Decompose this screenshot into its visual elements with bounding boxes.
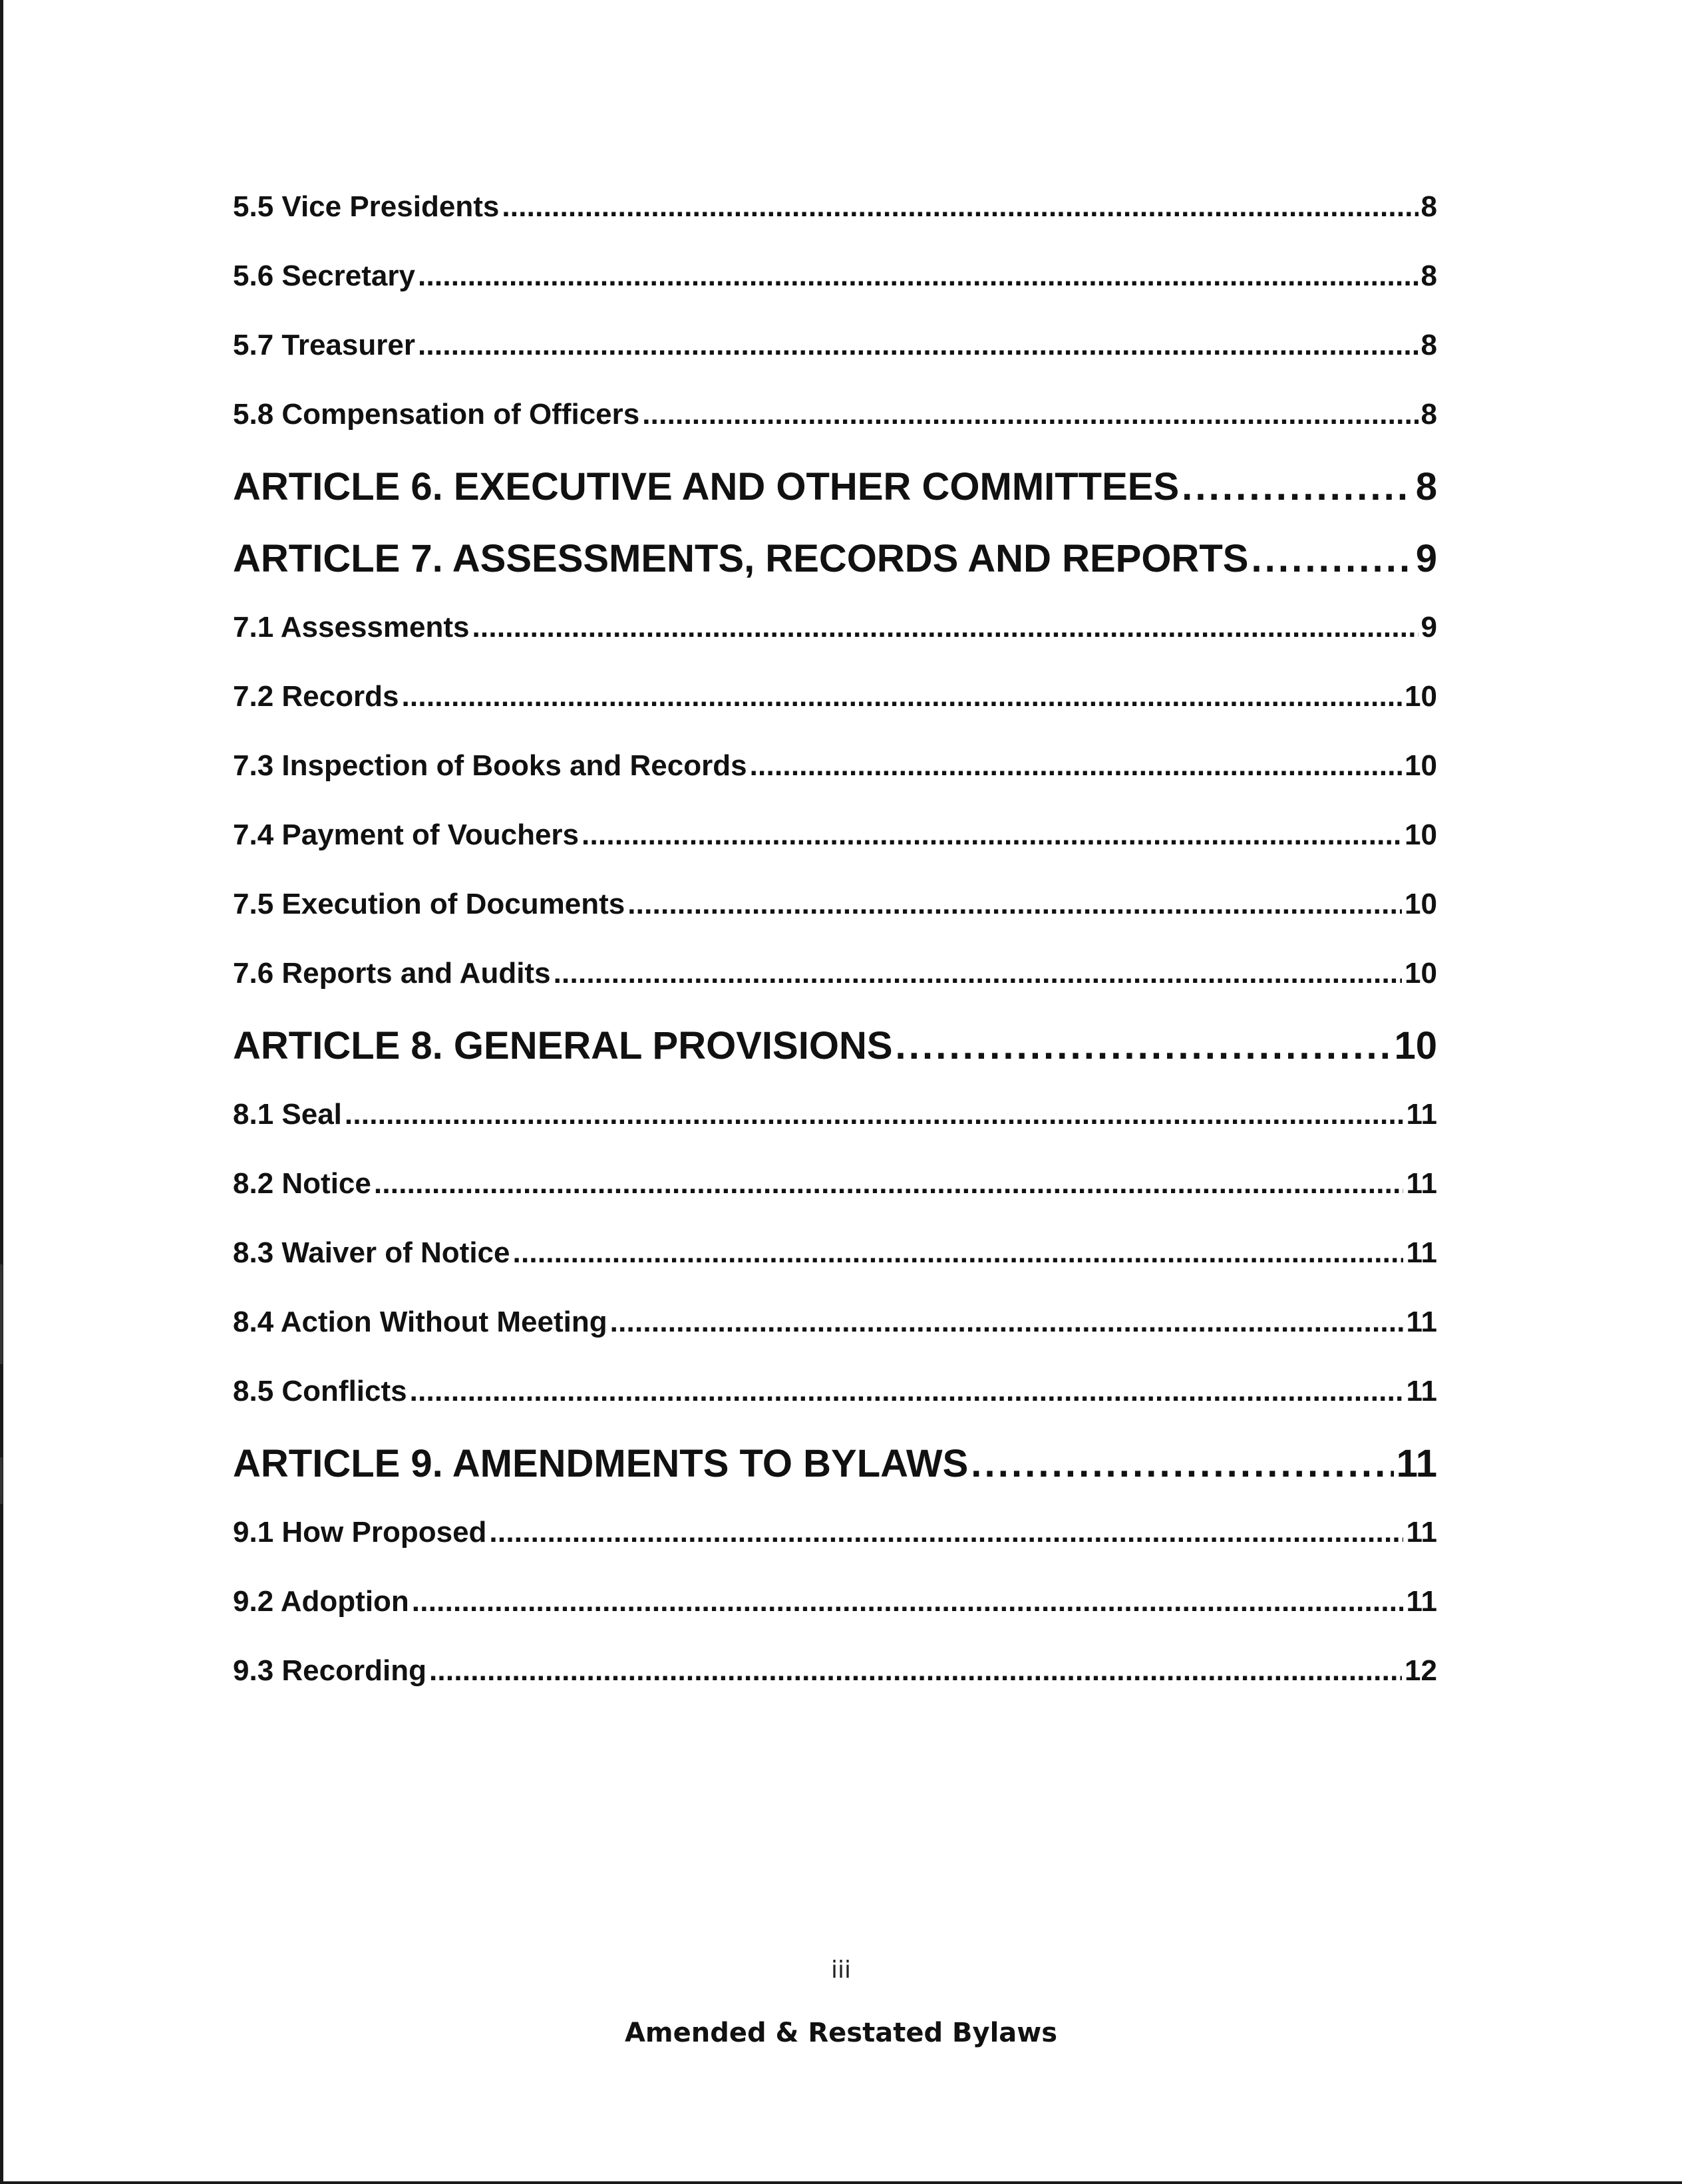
toc-entry-page: 10 xyxy=(1405,957,1437,990)
toc-entry xyxy=(233,1644,1437,1713)
toc-article-entry xyxy=(233,528,1437,600)
toc-article-title: ARTICLE 8. GENERAL PROVISIONS xyxy=(233,1024,893,1067)
toc-entry-page: 8 xyxy=(1421,260,1437,292)
scan-edge-bottom xyxy=(0,2181,1682,2184)
toc-article-title: ARTICLE 9. AMENDMENTS TO BYLAWS xyxy=(233,1442,969,1485)
toc-entry-title: 5.8 Compensation of Officers xyxy=(233,398,640,431)
toc-dot-leader xyxy=(472,611,1418,644)
toc-entry-page: 11 xyxy=(1406,1306,1437,1338)
toc-entry-title: 7.1 Assessments xyxy=(233,611,470,643)
toc-entry-page: 11 xyxy=(1406,1375,1437,1407)
toc-article-page: 8 xyxy=(1415,465,1437,508)
toc-entry-page: 10 xyxy=(1405,749,1437,782)
toc-dot-leader xyxy=(412,1585,1404,1618)
toc-entry-title: 9.2 Adoption xyxy=(233,1585,409,1618)
toc-dot-leader xyxy=(750,749,1402,783)
toc-article-page: 9 xyxy=(1415,537,1437,580)
toc-entry xyxy=(233,1157,1437,1226)
toc-dot-leader xyxy=(642,398,1418,431)
toc-article-page: 10 xyxy=(1394,1024,1437,1067)
toc-entry-title: 8.5 Conflicts xyxy=(233,1375,407,1407)
scan-mark xyxy=(0,1457,3,1504)
toc-entry-page: 10 xyxy=(1405,819,1437,851)
toc-entry-page: 10 xyxy=(1405,680,1437,713)
toc-entry xyxy=(233,249,1437,318)
toc-entry-title: 9.1 How Proposed xyxy=(233,1516,487,1548)
toc-entry xyxy=(233,1574,1437,1644)
toc-dot-leader xyxy=(374,1167,1404,1200)
toc-entry-title: 5.5 Vice Presidents xyxy=(233,190,500,223)
toc-entry xyxy=(233,1505,1437,1574)
toc-entry-page: 10 xyxy=(1405,888,1437,920)
toc-entry-page: 8 xyxy=(1421,190,1437,223)
toc-dot-leader xyxy=(502,190,1418,224)
toc-dot-leader xyxy=(489,1516,1403,1549)
toc-entry-title: 9.3 Recording xyxy=(233,1654,426,1687)
toc-article-entry xyxy=(233,1433,1437,1505)
toc-entry xyxy=(233,1087,1437,1157)
toc-entry xyxy=(233,946,1437,1015)
toc-entry xyxy=(233,180,1437,249)
footer-document-title: Amended & Restated Bylaws xyxy=(624,2018,1058,2048)
toc-entry-title: 8.2 Notice xyxy=(233,1167,371,1200)
toc-entry-title: 8.3 Waiver of Notice xyxy=(233,1236,510,1269)
toc-entry-title: 8.4 Action Without Meeting xyxy=(233,1306,607,1338)
toc-dot-leader xyxy=(554,957,1402,990)
toc-entry-title: 7.2 Records xyxy=(233,680,399,713)
toc-entry-title: 7.4 Payment of Vouchers xyxy=(233,819,580,851)
toc-dot-leader xyxy=(1251,536,1413,581)
toc-entry-title: 7.5 Execution of Documents xyxy=(233,888,625,920)
toc-article-title: ARTICLE 7. ASSESSMENTS, RECORDS AND REPORTS xyxy=(233,537,1249,580)
toc-entry xyxy=(233,1226,1437,1295)
toc-dot-leader xyxy=(401,680,1402,713)
toc-article-entry xyxy=(233,456,1437,528)
toc-dot-leader xyxy=(345,1098,1404,1131)
scan-mark xyxy=(0,1264,3,1364)
toc-entry-title: 5.7 Treasurer xyxy=(233,329,415,361)
toc-entry-page: 11 xyxy=(1406,1585,1437,1618)
toc-entry xyxy=(233,877,1437,946)
toc-entry-page: 11 xyxy=(1406,1236,1437,1269)
toc-entry xyxy=(233,318,1437,387)
toc-article-title: ARTICLE 6. EXECUTIVE AND OTHER COMMITTEES xyxy=(233,465,1180,508)
toc-article-entry xyxy=(233,1015,1437,1087)
toc-dot-leader xyxy=(1182,464,1413,509)
toc-dot-leader xyxy=(896,1023,1392,1068)
table-of-contents xyxy=(233,180,1437,1713)
toc-article-page: 11 xyxy=(1396,1442,1437,1485)
toc-entry-page: 11 xyxy=(1406,1167,1437,1200)
toc-dot-leader xyxy=(610,1306,1404,1339)
toc-dot-leader xyxy=(627,888,1402,921)
toc-dot-leader xyxy=(429,1654,1402,1688)
toc-entry-page: 9 xyxy=(1421,611,1437,643)
scan-edge-left xyxy=(0,0,3,2184)
toc-entry xyxy=(233,1295,1437,1364)
toc-entry-title: 7.3 Inspection of Books and Records xyxy=(233,749,747,782)
toc-entry xyxy=(233,600,1437,669)
toc-dot-leader xyxy=(418,260,1419,293)
toc-entry-page: 8 xyxy=(1421,329,1437,361)
toc-entry-title: 7.6 Reports and Audits xyxy=(233,957,551,990)
toc-dot-leader xyxy=(418,329,1419,362)
toc-entry xyxy=(233,808,1437,877)
toc-entry-page: 11 xyxy=(1406,1516,1437,1548)
toc-entry xyxy=(233,739,1437,808)
toc-dot-leader xyxy=(971,1441,1393,1486)
toc-dot-leader xyxy=(410,1375,1404,1408)
footer-page-number: iii xyxy=(830,1956,851,1984)
toc-entry-title: 8.1 Seal xyxy=(233,1098,342,1131)
toc-entry-page: 11 xyxy=(1406,1098,1437,1131)
toc-dot-leader xyxy=(513,1236,1404,1270)
toc-entry xyxy=(233,669,1437,739)
toc-entry-page: 12 xyxy=(1405,1654,1437,1687)
toc-dot-leader xyxy=(582,819,1402,852)
toc-entry-title: 5.6 Secretary xyxy=(233,260,415,292)
toc-entry xyxy=(233,387,1437,456)
toc-entry xyxy=(233,1364,1437,1433)
toc-entry-page: 8 xyxy=(1421,398,1437,431)
